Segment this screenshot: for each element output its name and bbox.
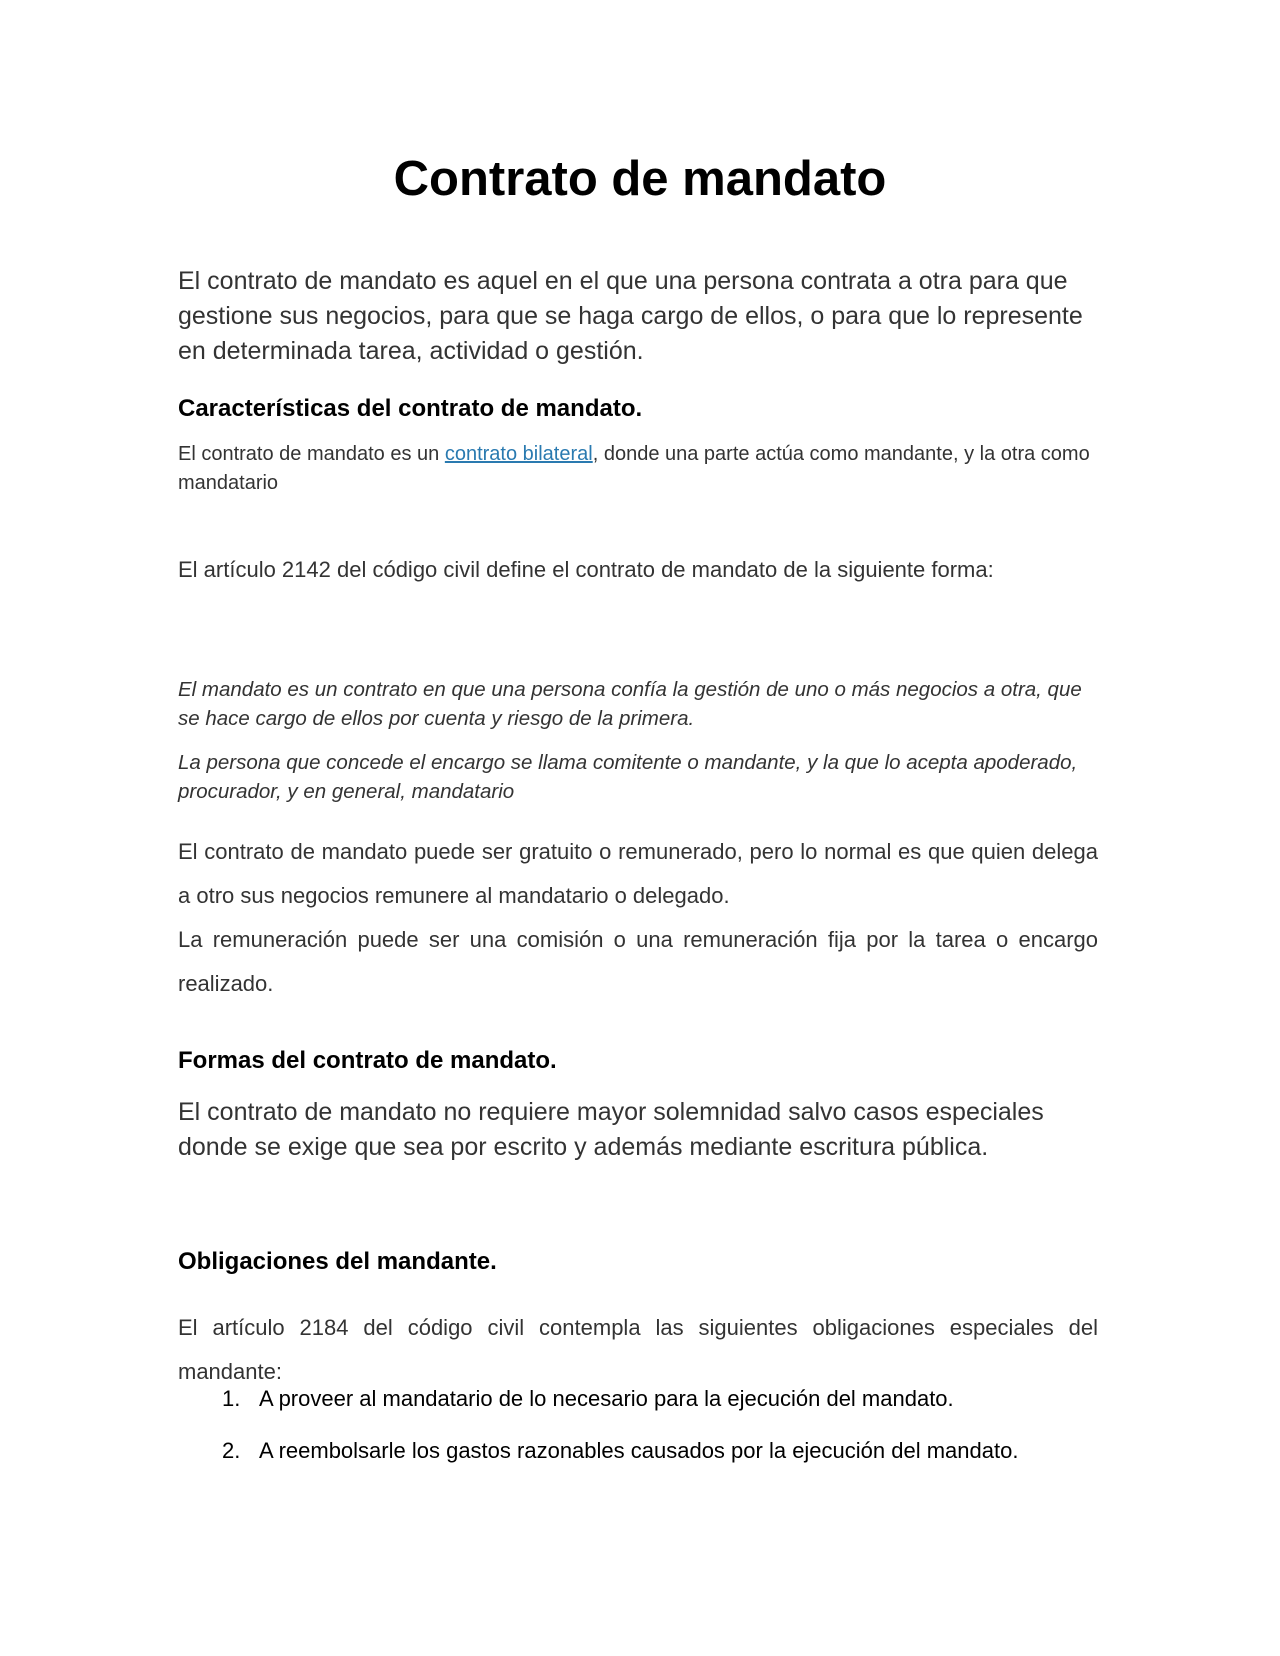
list-item-text: A proveer al mandatario de lo necesario para la ejecución del mandato. bbox=[259, 1386, 954, 1411]
bilateral-text-before: El contrato de mandato es un bbox=[178, 443, 445, 465]
intro-paragraph: El contrato de mandato es aquel en el que una persona contrata a otra para que gestione sus negocios, para que se haga cargo de ellos, o para que lo represente en determinada tarea, actividad o gestión. bbox=[178, 267, 1083, 365]
page-title: Contrato de mandato bbox=[393, 152, 887, 206]
list-item bbox=[222, 1384, 1093, 1413]
quote-paragraph-2: La persona que concede el encargo se llama comitente o mandante, y la que lo acepta apoderado, procurador, y en general, mandatario bbox=[178, 751, 1078, 803]
bilateral-paragraph bbox=[178, 440, 1098, 498]
list-item-text: A reembolsarle los gastos razonables causados por la ejecución del mandato. bbox=[259, 1438, 1019, 1463]
heading-obligaciones: Obligaciones del mandante. bbox=[178, 1248, 497, 1275]
article-2142-paragraph: El artículo 2142 del código civil define el contrato de mandato de la siguiente forma: bbox=[178, 557, 994, 582]
remuneracion-paragraph-2: La remuneración puede ser una comisión o una remuneración fija por la tarea o encargo realizado. bbox=[178, 927, 1098, 996]
article-2184-paragraph: El artículo 2184 del código civil contempla las siguientes obligaciones especiales del mandante: bbox=[178, 1315, 1098, 1384]
contrato-bilateral-link[interactable]: contrato bilateral bbox=[444, 443, 593, 465]
formas-paragraph: El contrato de mandato no requiere mayor solemnidad salvo casos especiales donde se exige que sea por escrito y además mediante escritura pública. bbox=[178, 1098, 1044, 1161]
remuneracion-paragraph-1: El contrato de mandato puede ser gratuito o remunerado, pero lo normal es que quien delega a otro sus negocios remunere al mandatario o delegado. bbox=[178, 839, 1098, 908]
list-item-number: 1. bbox=[222, 1386, 241, 1411]
quote-paragraph-1: El mandato es un contrato en que una persona confía la gestión de uno o más negocios a otra, que se hace cargo de ellos por cuenta y riesgo de la primera. bbox=[178, 678, 1082, 730]
bilateral-text-after: , donde una parte actúa como mandante, y la otra como mandatario bbox=[178, 443, 1090, 494]
list-item-number: 2. bbox=[222, 1438, 241, 1463]
heading-formas: Formas del contrato de mandato. bbox=[178, 1047, 557, 1074]
heading-caracteristicas: Características del contrato de mandato. bbox=[178, 395, 643, 422]
list-item bbox=[222, 1436, 1043, 1465]
